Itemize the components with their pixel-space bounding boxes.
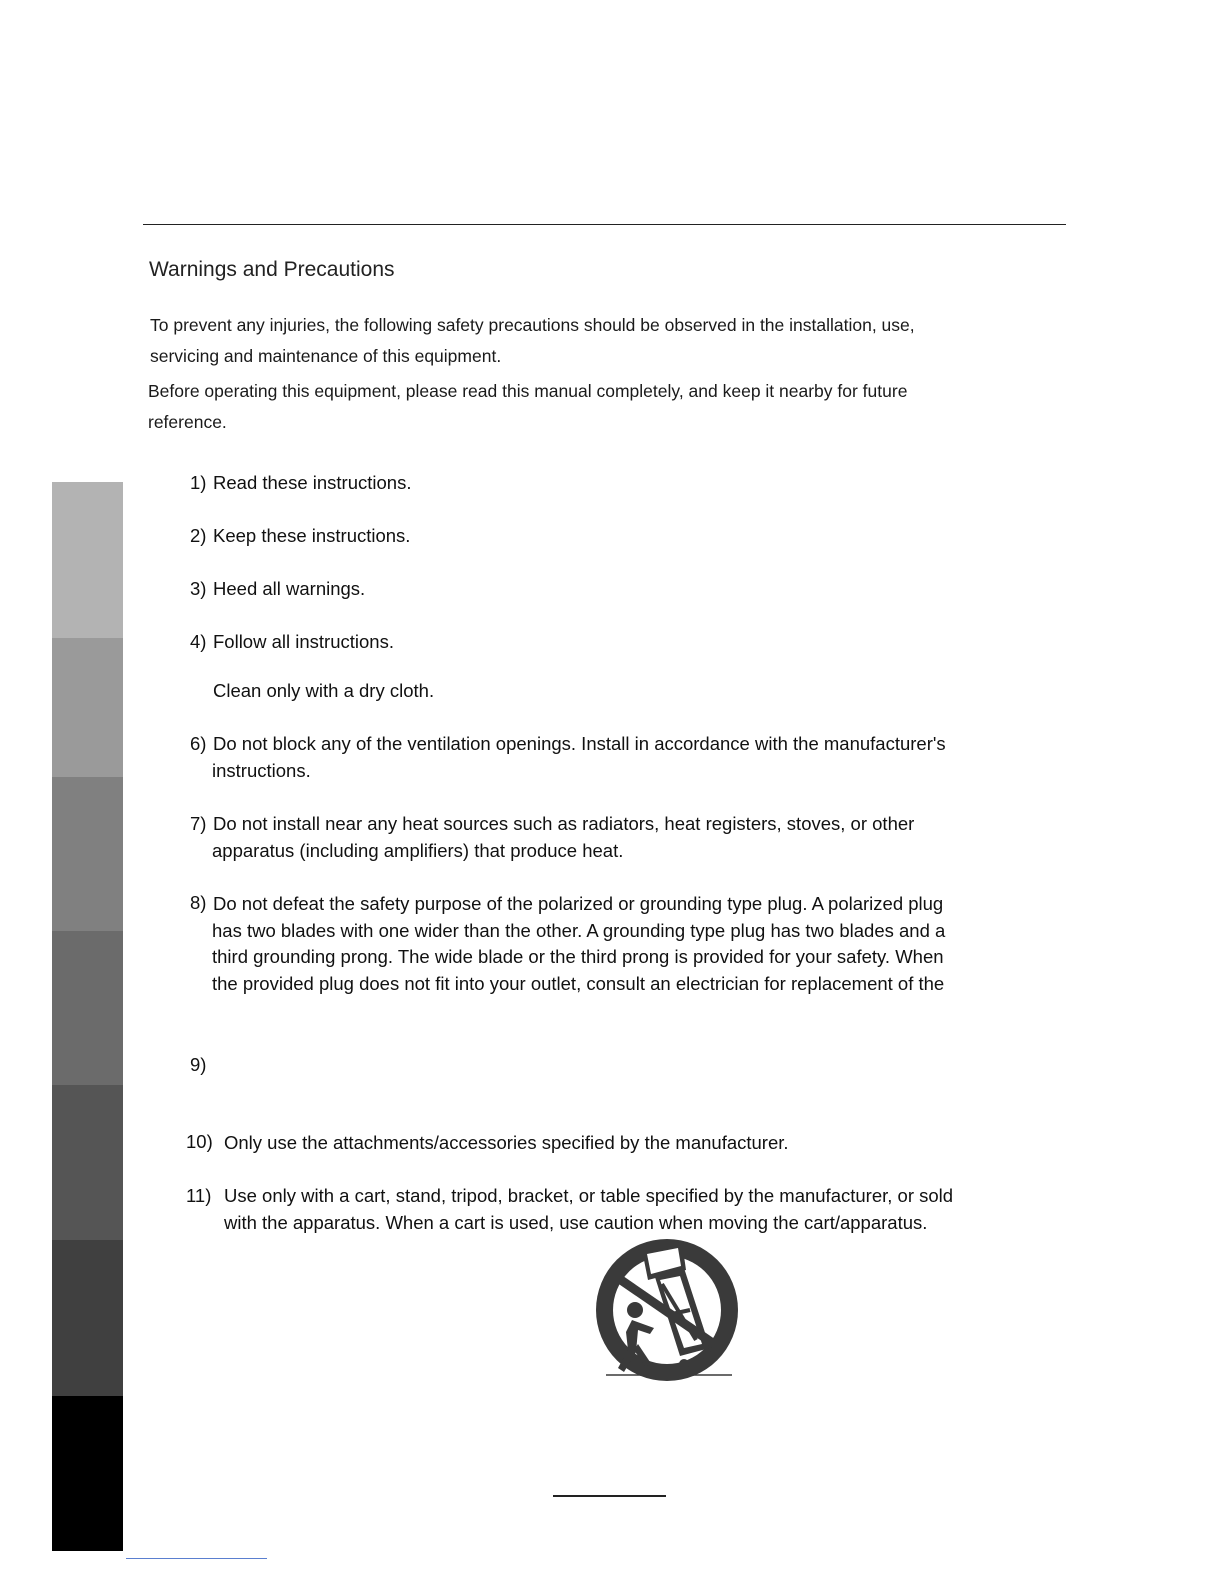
item-number: 4) <box>190 631 207 652</box>
item-text: Heed all warnings. <box>213 578 366 599</box>
side-tab-5 <box>52 1085 123 1240</box>
footer-link-underline <box>126 1558 267 1559</box>
item-text: the provided plug does not fit into your outlet, consult an electrician for replacement of the <box>212 973 945 994</box>
item-number: 7) <box>190 813 207 834</box>
item-text: instructions. <box>212 760 311 781</box>
item-text: third grounding prong. The wide blade or the third prong is provided for your safety. When <box>212 946 944 967</box>
item-number: 3) <box>190 578 207 599</box>
side-tab-4 <box>52 931 123 1085</box>
intro-line-2: servicing and maintenance of this equipment. <box>150 346 502 366</box>
item-number: 8) <box>190 892 207 913</box>
footer-rule <box>553 1495 666 1497</box>
item-text: Read these instructions. <box>213 472 412 493</box>
item-number: 11) <box>186 1185 212 1206</box>
item-text: Do not defeat the safety purpose of the polarized or grounding type plug. A polarized plug <box>213 893 944 914</box>
item-number: 10) <box>186 1131 213 1152</box>
page-heading: Warnings and Precautions <box>149 258 395 281</box>
item-number: 2) <box>190 525 207 546</box>
intro-line-4: reference. <box>148 412 227 432</box>
item-text: Do not install near any heat sources such as radiators, heat registers, stoves, or other <box>213 813 915 834</box>
item-text: Follow all instructions. <box>213 631 394 652</box>
item-text: Clean only with a dry cloth. <box>213 680 435 701</box>
item-text: Use only with a cart, stand, tripod, bracket, or table specified by the manufacturer, or sold <box>224 1185 954 1206</box>
header-rule <box>143 224 1066 225</box>
intro-line-3: Before operating this equipment, please read this manual completely, and keep it nearby for future <box>148 381 908 401</box>
side-tab-2 <box>52 638 123 777</box>
item-number: 6) <box>190 733 207 754</box>
item-number: 9) <box>190 1054 207 1075</box>
item-text: Do not block any of the ventilation openings. Install in accordance with the manufacturer's <box>213 733 946 754</box>
intro-line-1: To prevent any injuries, the following safety precautions should be observed in the installation, use, <box>150 315 915 335</box>
side-tab-7 <box>52 1396 123 1551</box>
side-tab-1 <box>52 482 123 638</box>
side-tab-3 <box>52 777 123 931</box>
cart-warning-icon <box>592 1236 740 1386</box>
item-text: with the apparatus. When a cart is used, use caution when moving the cart/apparatus. <box>224 1212 928 1233</box>
item-text: Keep these instructions. <box>213 525 411 546</box>
item-text: Only use the attachments/accessories specified by the manufacturer. <box>224 1132 789 1153</box>
item-text: apparatus (including amplifiers) that produce heat. <box>212 840 624 861</box>
side-tab-6 <box>52 1240 123 1396</box>
item-text: has two blades with one wider than the other. A grounding type plug has two blades and a <box>212 920 946 941</box>
item-number: 1) <box>190 472 207 493</box>
